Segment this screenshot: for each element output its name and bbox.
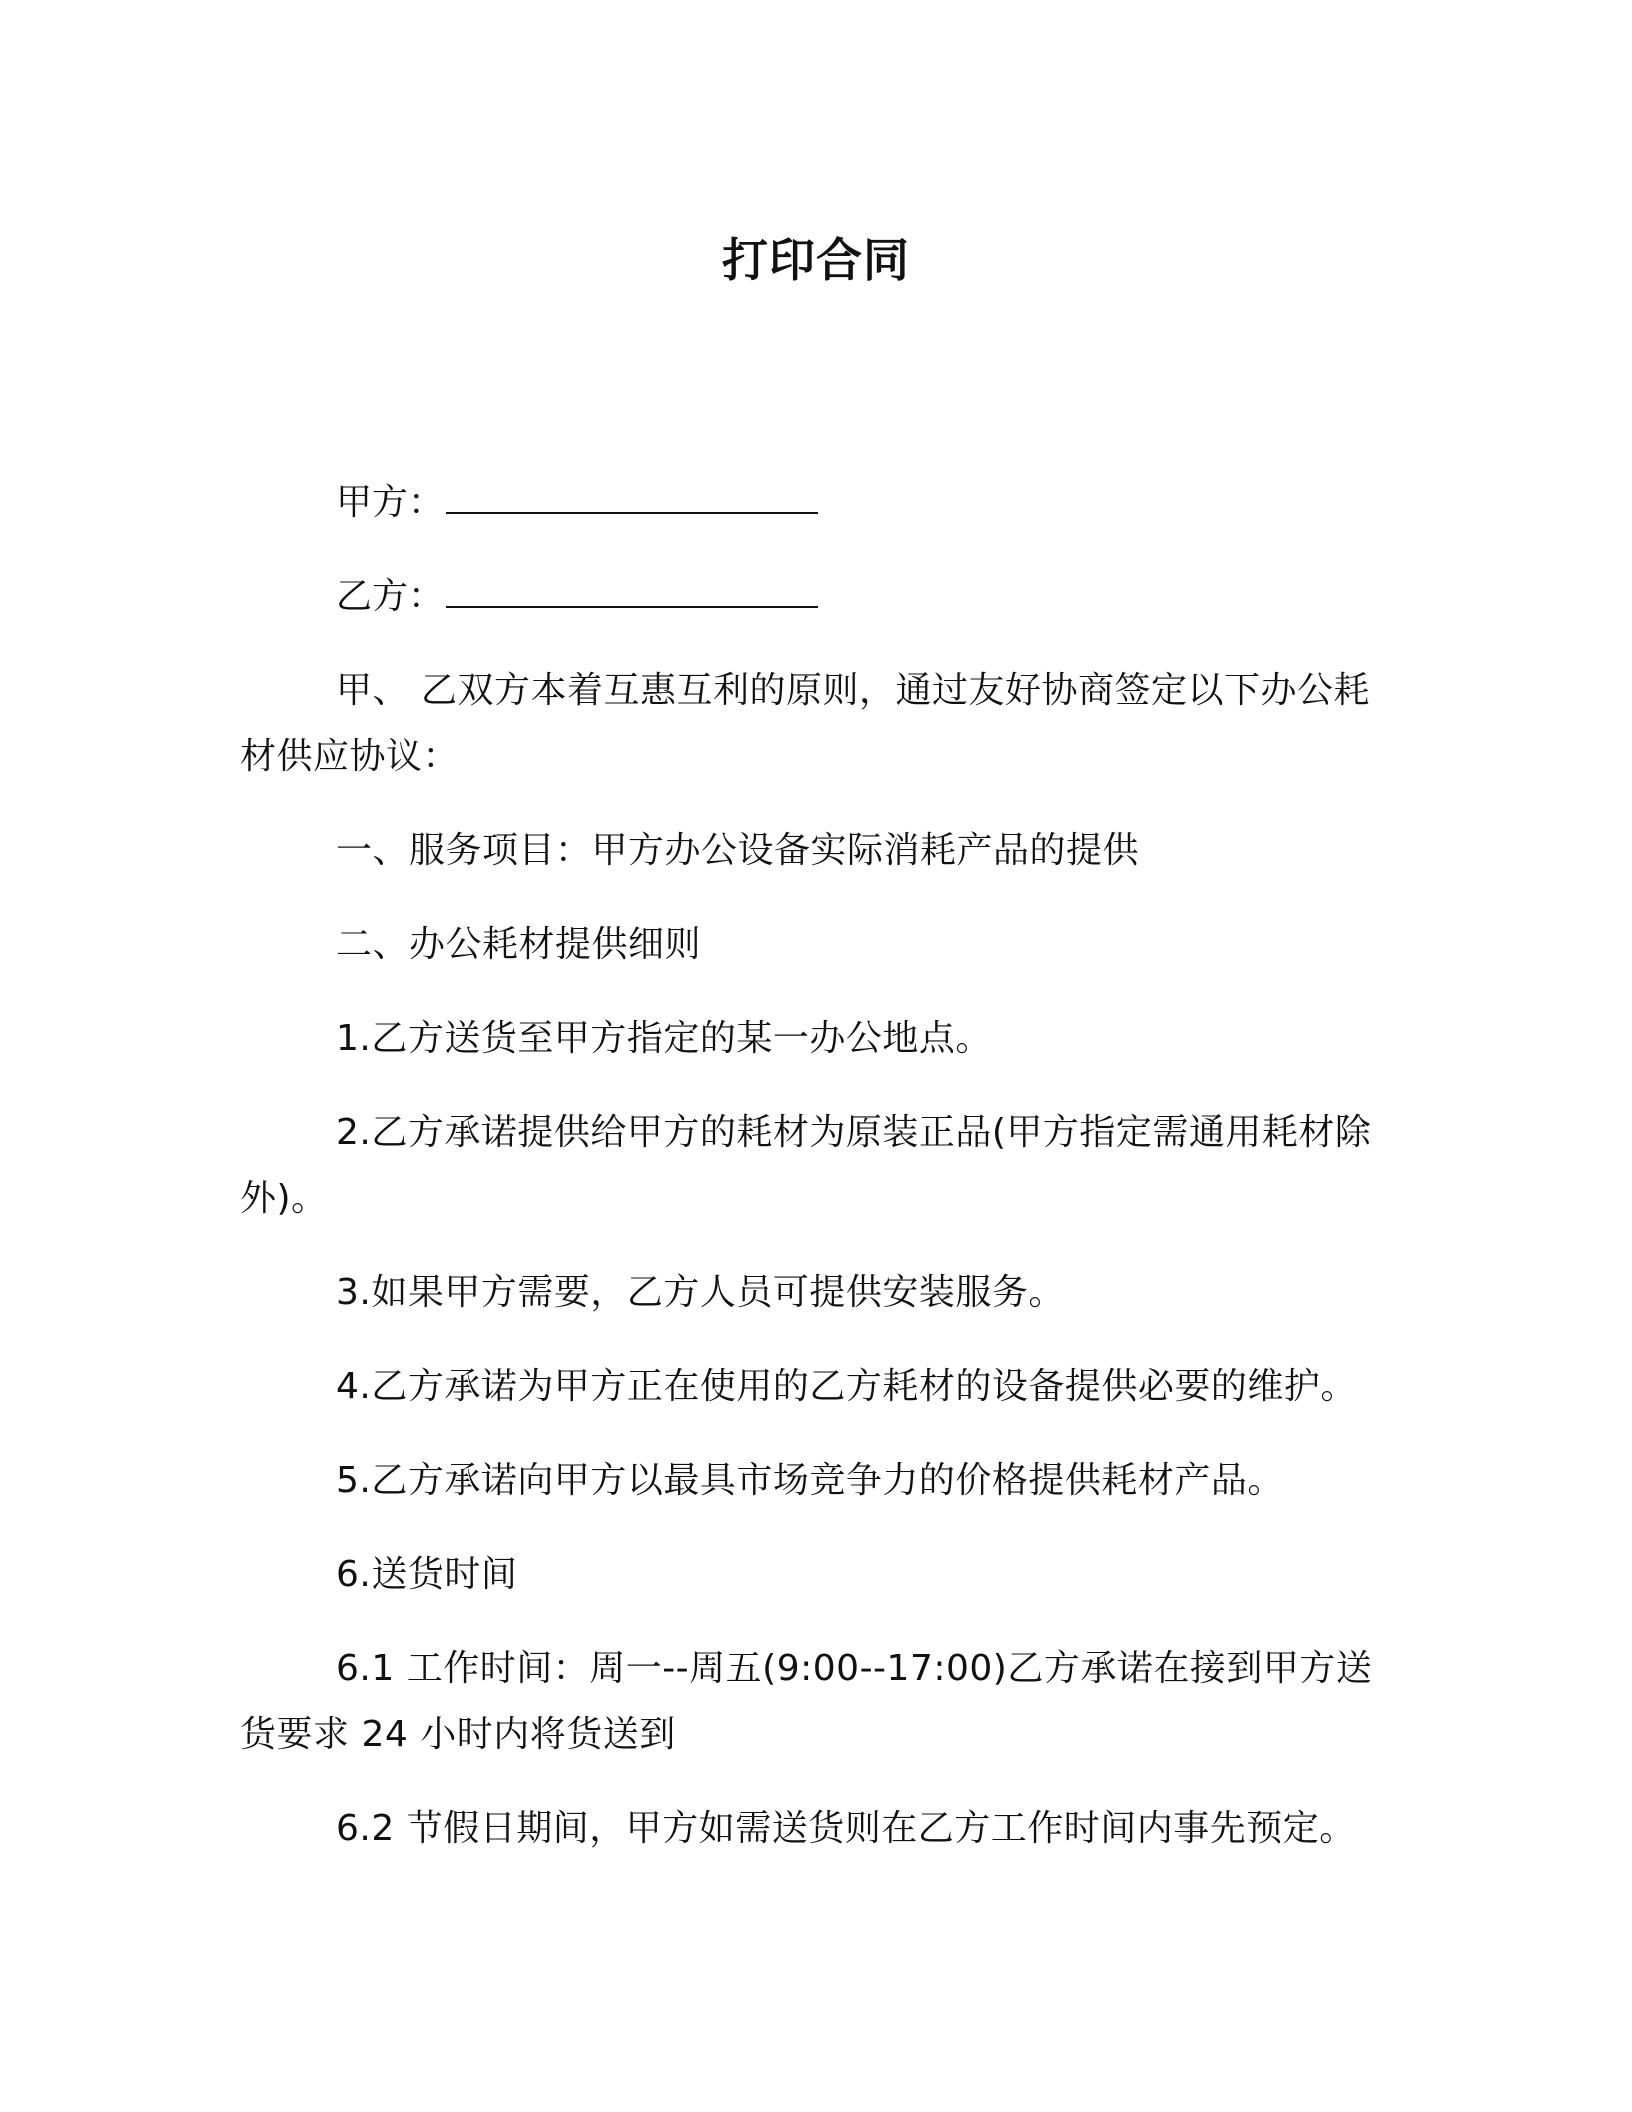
document-title: 打印合同 [722,233,910,287]
party-a-label: 甲方： [336,482,445,523]
party-b-label: 乙方： [336,576,445,617]
clause-1: 1.乙方送货至甲方指定的某一办公地点。 [336,1018,992,1059]
clause-2: 2.乙方承诺提供给甲方的耗材为原装正品(甲方指定需通用耗材除外)。 [240,1112,1372,1219]
clause-5: 5.乙方承诺向甲方以最具市场竞争力的价格提供耗材产品。 [336,1460,1284,1501]
paragraph-intro: 甲、 乙双方本着互惠互利的原则，通过友好协商签定以下办公耗材供应协议： [240,670,1370,777]
section-supply-rules: 二、办公耗材提供细则 [336,924,702,965]
clause-6: 6.送货时间 [336,1554,518,1595]
party-a-line [240,470,1390,536]
clause-3: 3.如果甲方需要，乙方人员可提供安装服务。 [336,1272,1065,1313]
clause-6-1: 6.1 工作时间：周一--周五(9:00--17:00)乙方承诺在接到甲方送货要求 24 小时内将货送到 [240,1648,1373,1755]
section-service-items: 一、服务项目：甲方办公设备实际消耗产品的提供 [336,830,1140,871]
clause-6-2: 6.2 节假日期间，甲方如需送货则在乙方工作时间内事先预定。 [336,1808,1356,1849]
party-b-line [240,564,1390,630]
clause-4: 4.乙方承诺为甲方正在使用的乙方耗材的设备提供必要的维护。 [336,1366,1357,1407]
party-a-blank [446,482,818,514]
document-body [240,470,1390,1890]
party-b-blank [446,576,818,608]
